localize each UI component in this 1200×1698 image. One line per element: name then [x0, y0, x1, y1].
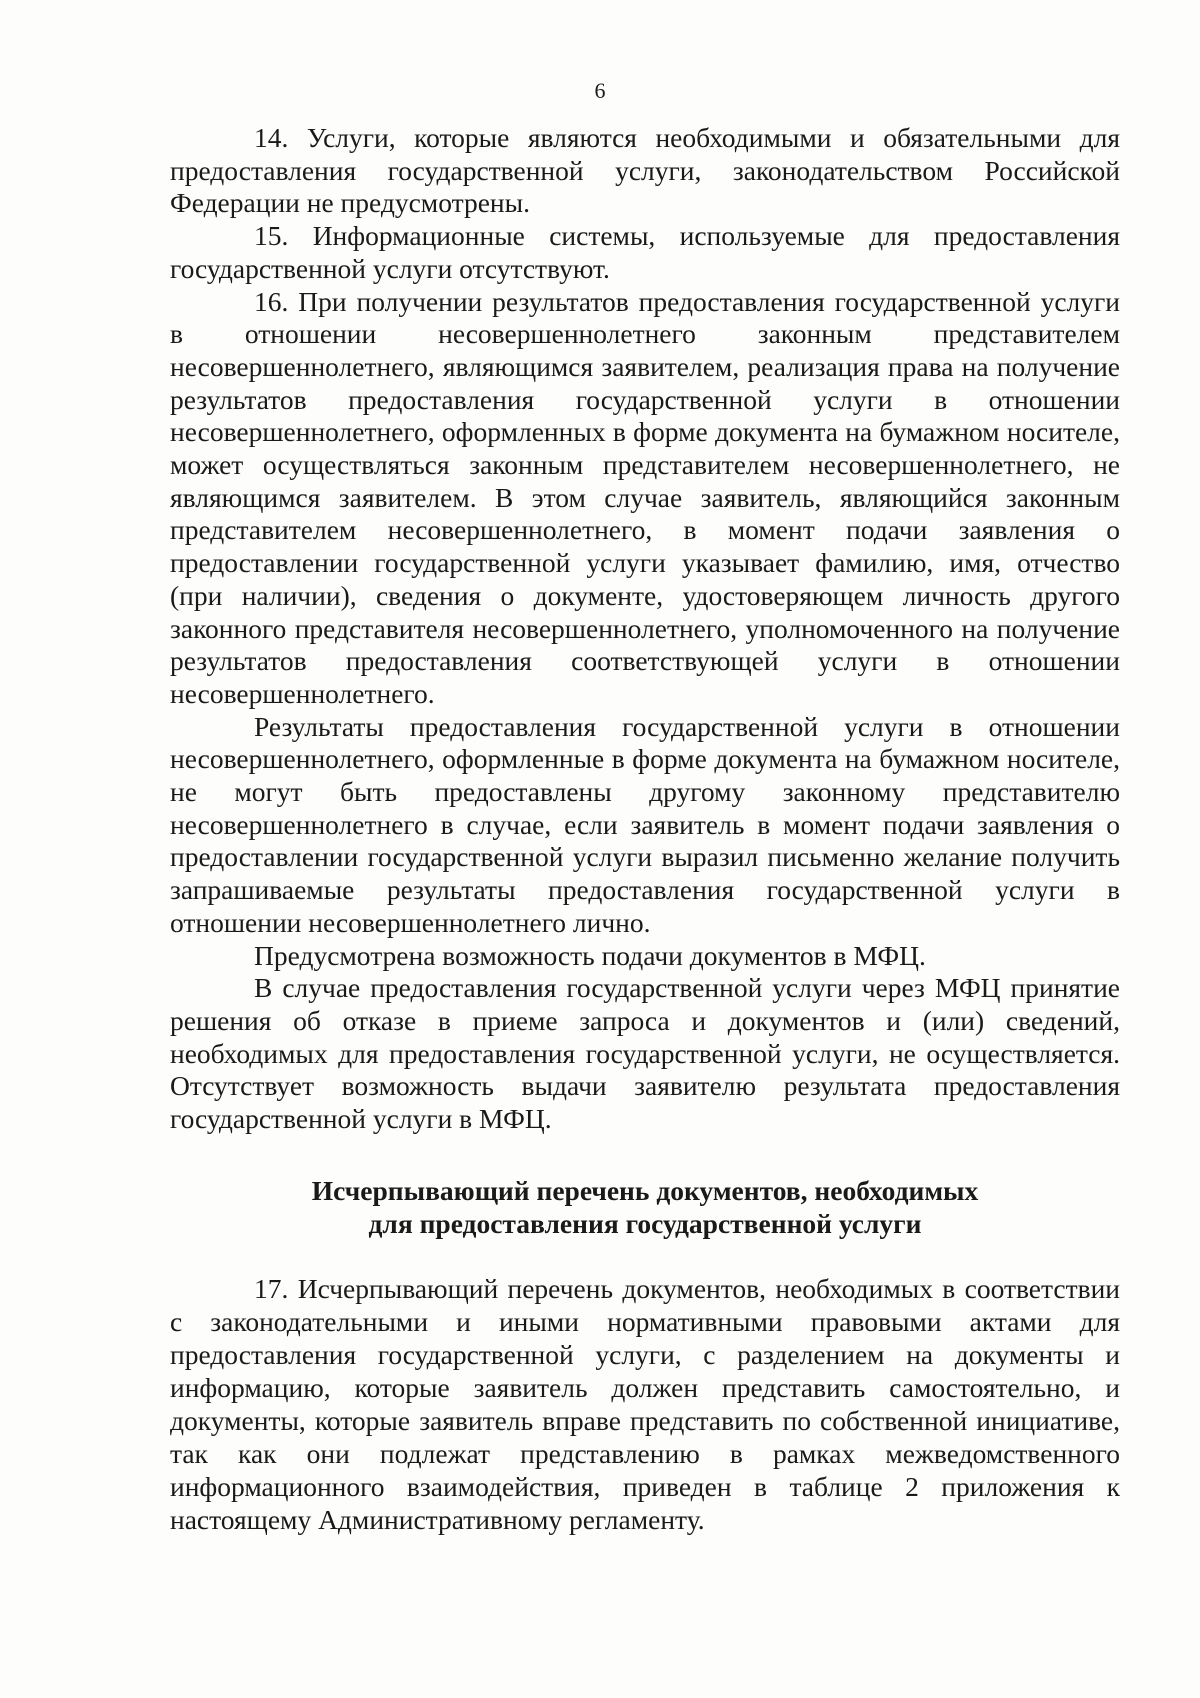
section-heading [170, 1174, 1120, 1240]
section-text [170, 1272, 1120, 1536]
paragraph-16-mfc-refusal: В случае предоставления государственной услуги через МФЦ принятие решения об отказе в приеме запроса и документов и (или) сведений, необходимых для предоставления государственной услуги, не осуществляется. Отсутствует возможность выдачи заявителю результата предоставления государственной услуги в МФЦ. [170, 972, 1120, 1135]
paragraph-14: 14. Услуги, которые являются необходимыми и обязательными для предоставления государственной услуги, законодательством Российской Федерации не предусмотрены. [170, 122, 1120, 219]
paragraph-16-results: Результаты предоставления государственной услуги в отношении несовершеннолетнего, оформленные в форме документа на бумажном носителе, не могут быть предоставлены другому законному представителю несовершеннолетнего в случае, если заявитель в момент подачи заявления о предоставлении государственной услуги выразил письменно желание получить запрашиваемые результаты предоставления государственной услуги в отношении несовершеннолетнего лично. [170, 710, 1120, 938]
paragraph-15: 15. Информационные системы, используемые для предоставления государственной услуги отсутствуют. [170, 220, 1120, 284]
paragraph-16: 16. При получении результатов предоставления государственной услуги в отношении несовершеннолетнего законным представителем несовершеннолетнего, являющимся заявителем, реализация права на получение результатов предоставления государственной услуги в отношении несовершеннолетнего, оформленных в форме документа на бумажном носителе, может осуществляться законным представителем несовершеннолетнего, не являющимся заявителем. В этом случае заявитель, являющийся законным представителем несовершеннолетнего, в момент подачи заявления о предоставлении государственной услуги указывает фамилию, имя, отчество (при наличии), сведения о документе, удостоверяющем личность другого законного представителя несовершеннолетнего, уполномоченного на получение результатов предоставления соответствующей услуги в отношении несовершеннолетнего. [170, 285, 1120, 709]
body-text [170, 122, 1120, 1136]
paragraph-16-mfc: Предусмотрена возможность подачи документов в МФЦ. [254, 939, 926, 971]
paragraph-17: 17. Исчерпывающий перечень документов, необходимых в соответствии с законодательными и иными нормативными правовыми актами для предоставления государственной услуги, с разделением на документы и информацию, которые заявитель должен представить самостоятельно, и документы, которые заявитель вправе представить по собственной инициативе, так как они подлежат представлению в рамках межведомственного информационного взаимодействия, приведен в таблице 2 приложения к настоящему Административному регламенту. [170, 1273, 1120, 1535]
page-number: 6 [594, 78, 606, 103]
section-heading-line-2: для предоставления государственной услуги [368, 1208, 922, 1239]
section-heading-line-1: Исчерпывающий перечень документов, необходимых [311, 1175, 979, 1206]
